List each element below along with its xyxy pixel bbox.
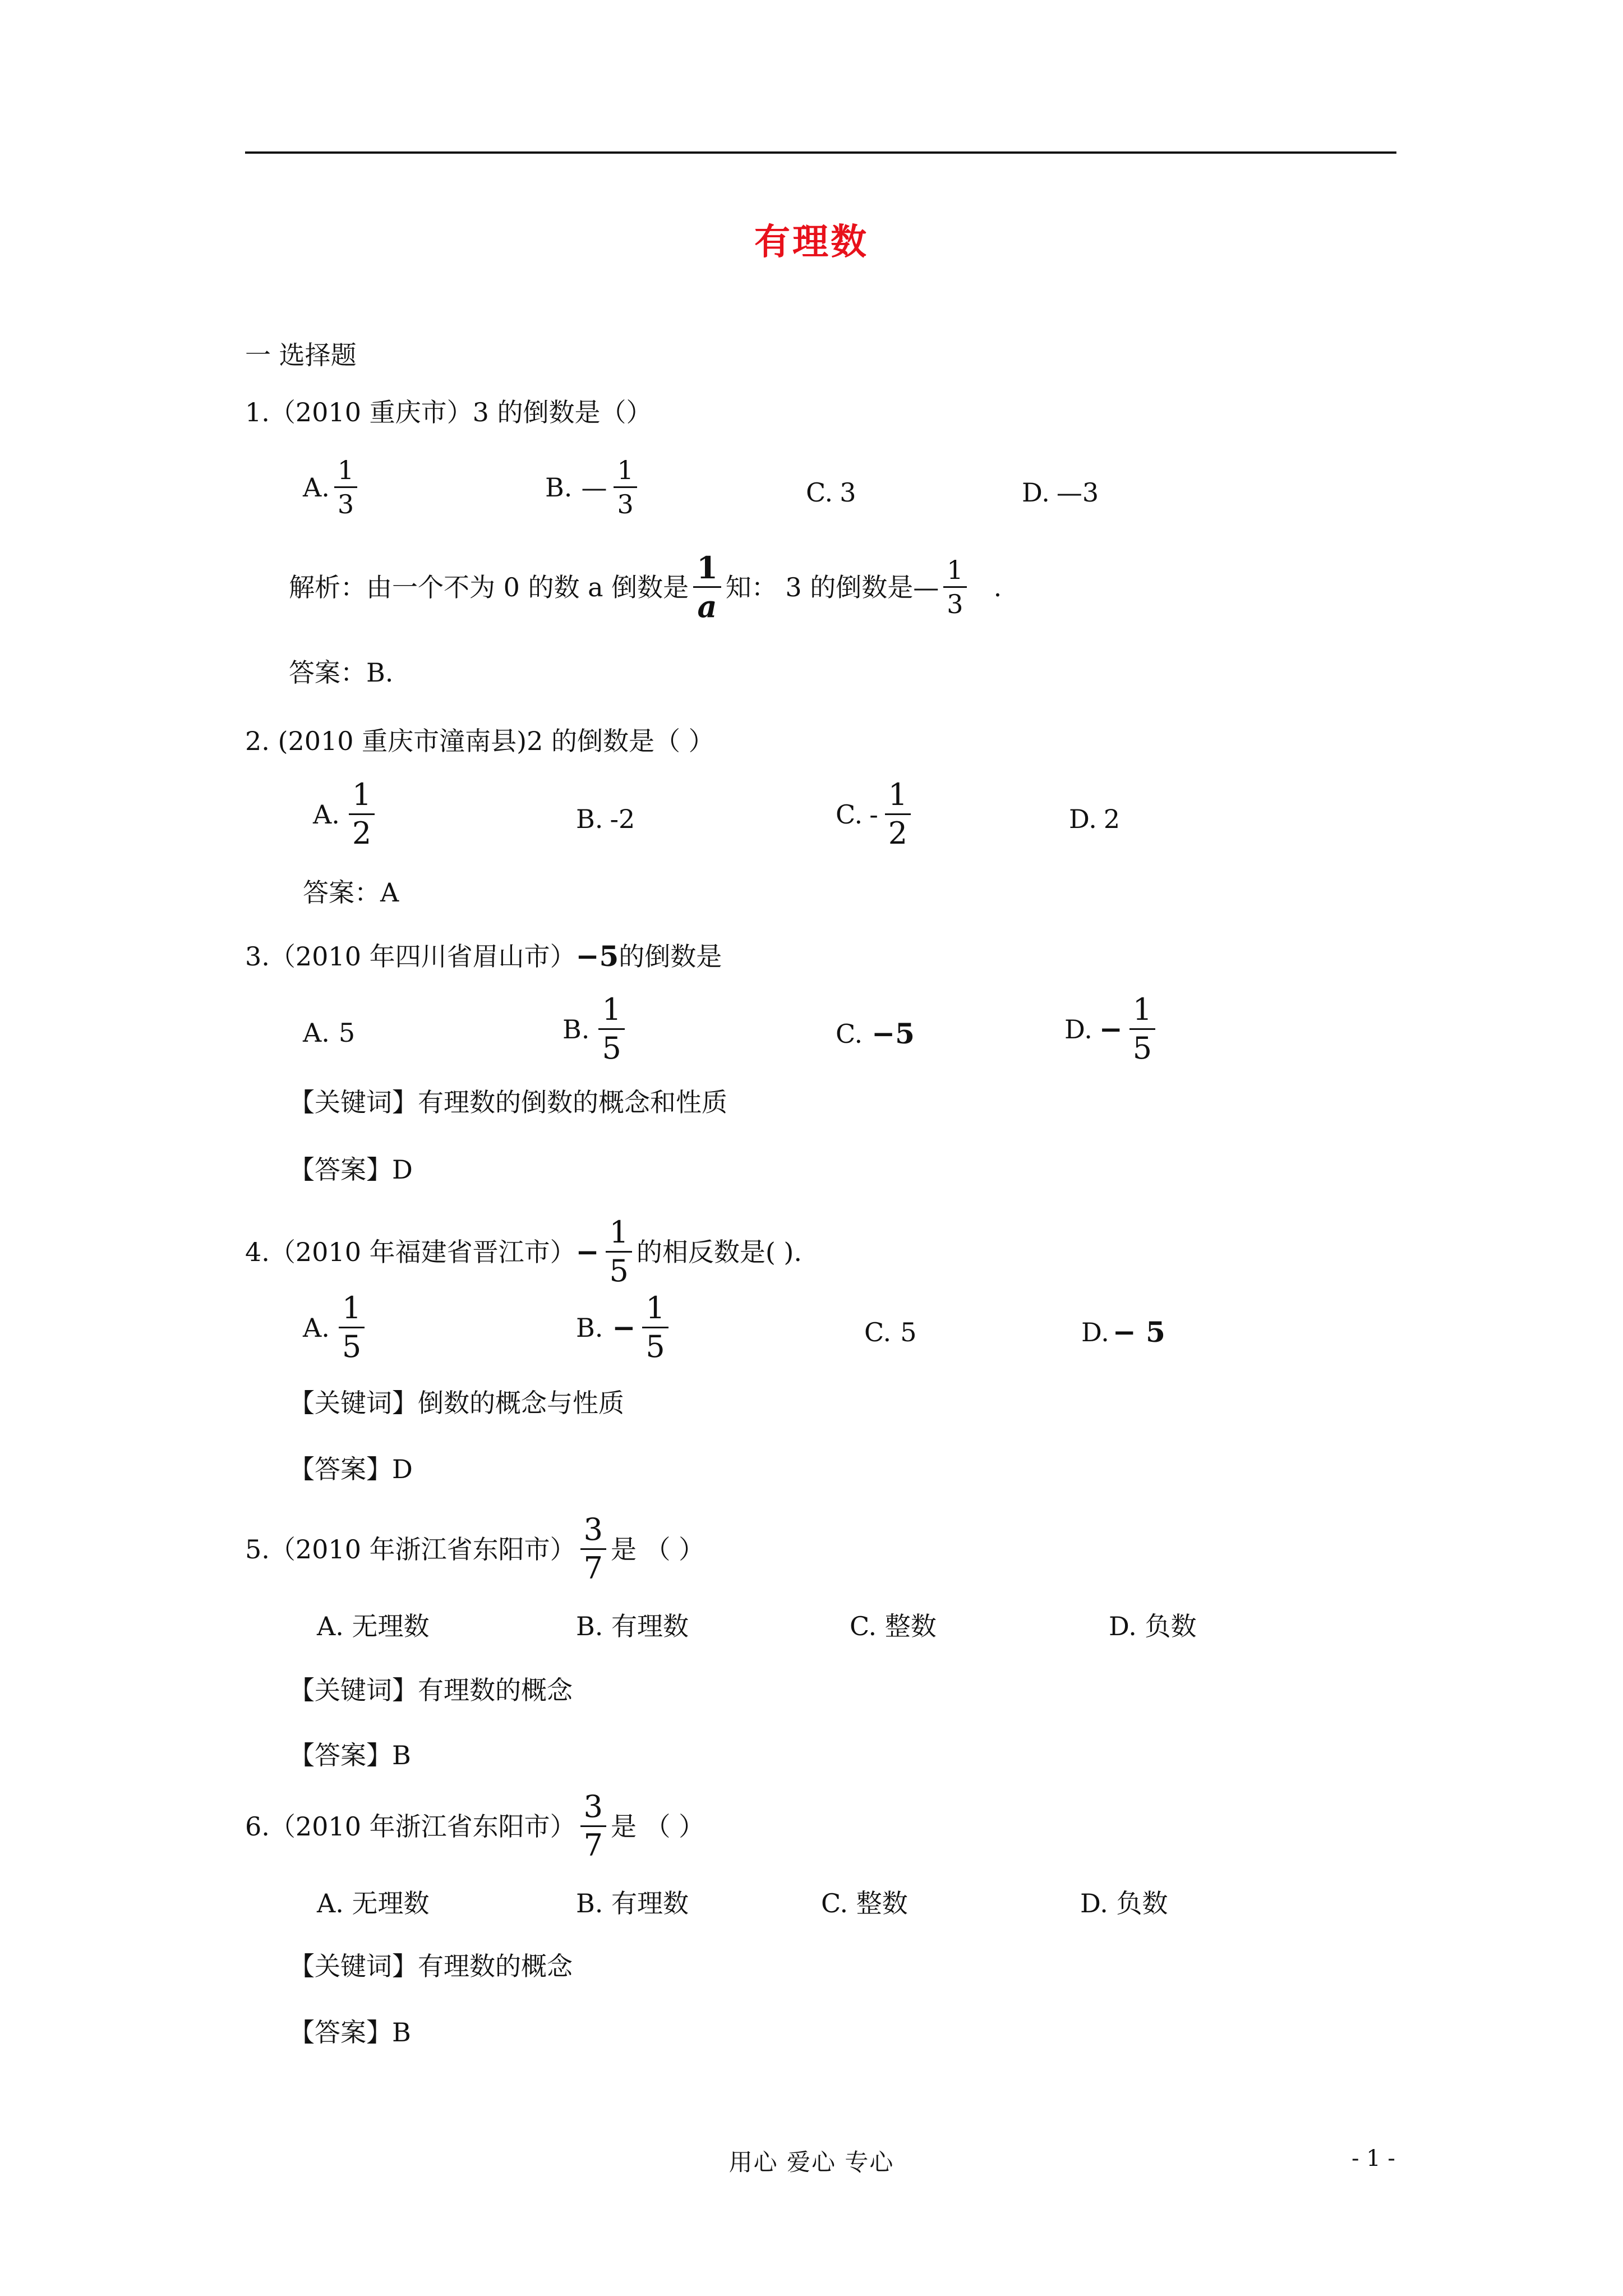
stem-text: 5.（2010 年浙江省东阳市） <box>245 1534 576 1565</box>
fraction <box>580 1512 606 1586</box>
option-label: C. <box>806 477 833 508</box>
stem-text: 4.（2010 年福建省晋江市） <box>245 1236 576 1267</box>
stem-text: 是 （ ） <box>610 1811 705 1842</box>
fraction <box>349 777 375 851</box>
question-2-option-a <box>313 777 379 851</box>
question-6-stem <box>245 1789 705 1863</box>
question-1-stem: 1.（2010 重庆市）3 的倒数是（） <box>245 397 652 427</box>
minus-sign: − <box>1099 1012 1123 1046</box>
option-value: − 5 <box>1112 1315 1165 1349</box>
numerator: 1 <box>602 992 621 1027</box>
numerator: 3 <box>583 1512 603 1547</box>
denominator: 5 <box>645 1329 665 1364</box>
denominator: a <box>697 588 717 624</box>
question-3-option-b <box>562 992 629 1066</box>
option-label: C. <box>836 1019 863 1049</box>
stem-text: 3.（2010 年四川省眉山市） <box>245 941 576 972</box>
denominator: 7 <box>583 1828 603 1863</box>
minus-sign: − <box>575 1235 600 1268</box>
section-heading: 一 选择题 <box>245 340 357 370</box>
question-4-option-d <box>1081 1315 1165 1349</box>
question-5-option-b: B. 有理数 <box>576 1611 689 1641</box>
question-3-option-c <box>836 1017 915 1050</box>
numerator: 1 <box>697 550 718 586</box>
denominator: 3 <box>337 489 354 519</box>
option-label: B. <box>562 1014 590 1045</box>
option-label: A. <box>303 1312 330 1343</box>
question-4-option-c <box>864 1319 916 1345</box>
numerator: 1 <box>617 455 634 485</box>
fraction <box>606 1214 631 1289</box>
numerator: 1 <box>645 1290 665 1326</box>
page-title: 有理数 <box>754 221 869 263</box>
option-value: 2 <box>1103 804 1121 834</box>
question-4-option-a <box>303 1290 369 1364</box>
denominator: 5 <box>342 1329 362 1364</box>
option-label: D. <box>1081 1317 1109 1347</box>
fraction <box>885 777 911 851</box>
option-label: A. <box>303 1018 330 1048</box>
question-4-answer: 【答案】D <box>289 1454 413 1484</box>
question-4-option-b <box>576 1290 673 1364</box>
analysis-text: 解析：由一个不为 0 的数 a 倒数是 <box>289 572 689 602</box>
denominator: 5 <box>602 1030 621 1066</box>
numerator: 1 <box>947 555 963 585</box>
stem-text: 是 （ ） <box>610 1534 705 1565</box>
question-5-keywords: 【关键词】有理数的概念 <box>289 1675 573 1705</box>
question-1-option-b <box>545 457 642 517</box>
question-4-stem <box>245 1214 802 1289</box>
question-1-option-c <box>806 477 856 508</box>
question-3-keywords: 【关键词】有理数的倒数的概念和性质 <box>289 1087 727 1117</box>
question-5-option-d: D. 负数 <box>1109 1611 1197 1641</box>
denominator: 3 <box>617 489 634 519</box>
question-2-answer: 答案：A <box>303 877 399 908</box>
question-3-option-a <box>303 1020 355 1046</box>
fraction <box>334 457 357 517</box>
question-5-option-a: A. 无理数 <box>317 1611 430 1641</box>
numerator: 1 <box>888 777 908 812</box>
numerator: 3 <box>583 1789 603 1824</box>
stem-value: −5 <box>575 940 619 973</box>
question-1-option-d <box>1022 477 1099 508</box>
option-value: -2 <box>610 804 635 834</box>
option-label: D. <box>1064 1014 1092 1045</box>
analysis-text: 知： 3 的倒数是— <box>725 572 939 602</box>
stem-text: 的倒数是 <box>619 941 722 972</box>
fraction <box>1129 992 1155 1066</box>
question-6-option-a: A. 无理数 <box>317 1888 430 1918</box>
option-value: 5 <box>338 1018 356 1048</box>
denominator: 2 <box>888 816 908 851</box>
analysis-text: . <box>993 572 1002 602</box>
option-label: B. <box>576 804 603 834</box>
question-2-option-d <box>1069 806 1120 832</box>
minus-sign: - <box>869 799 878 830</box>
numerator: 1 <box>352 777 372 812</box>
numerator: 1 <box>1132 992 1152 1027</box>
fraction <box>943 557 966 617</box>
fraction <box>339 1290 365 1364</box>
option-value: −5 <box>872 1017 915 1050</box>
fraction <box>642 1290 668 1364</box>
denominator: 2 <box>352 816 372 851</box>
page-number: - 1 - <box>1352 2146 1395 2171</box>
denominator: 5 <box>609 1253 629 1289</box>
question-4-keywords: 【关键词】倒数的概念与性质 <box>289 1388 624 1418</box>
question-3-option-d <box>1064 992 1160 1066</box>
fraction <box>580 1789 606 1863</box>
header-rule <box>245 151 1396 154</box>
fraction <box>598 992 624 1066</box>
option-label: C. <box>836 799 863 830</box>
option-label: B. <box>576 1312 603 1343</box>
option-label: C. <box>864 1317 892 1347</box>
question-1-answer: 答案：B. <box>289 657 394 688</box>
denominator: 5 <box>1132 1030 1152 1066</box>
question-1-analysis <box>289 550 1002 624</box>
option-label: D. <box>1022 477 1050 508</box>
option-label: A. <box>303 472 330 503</box>
option-label: A. <box>313 799 340 830</box>
question-5-answer: 【答案】B <box>289 1740 411 1770</box>
numerator: 1 <box>609 1214 629 1250</box>
question-2-option-c <box>836 777 915 851</box>
stem-text: 的相反数是( ). <box>636 1236 802 1267</box>
option-value: 5 <box>900 1317 917 1347</box>
question-2-option-b <box>576 806 635 832</box>
question-6-option-d: D. 负数 <box>1080 1888 1168 1918</box>
question-3-answer: 【答案】D <box>289 1154 413 1185</box>
denominator: 3 <box>947 589 963 619</box>
page-footer: 用心 爱心 专心 <box>728 2148 895 2176</box>
option-value: 3 <box>840 477 856 508</box>
question-3-stem <box>245 940 722 973</box>
question-6-option-c: C. 整数 <box>821 1888 908 1918</box>
question-2-stem: 2. (2010 重庆市潼南县)2 的倒数是（ ） <box>245 726 714 756</box>
fraction <box>693 550 721 624</box>
option-label: D. <box>1069 804 1097 834</box>
question-6-option-b: B. 有理数 <box>576 1888 689 1918</box>
numerator: 1 <box>342 1290 362 1326</box>
question-5-option-c: C. 整数 <box>850 1611 937 1641</box>
question-1-option-a <box>303 457 362 517</box>
option-value: —3 <box>1056 477 1099 508</box>
question-5-stem <box>245 1512 705 1586</box>
option-label: B. <box>545 472 573 503</box>
question-6-answer: 【答案】B <box>289 2017 411 2047</box>
denominator: 7 <box>583 1550 603 1586</box>
minus-sign: − <box>612 1310 636 1344</box>
stem-text: 6.（2010 年浙江省东阳市） <box>245 1811 576 1842</box>
minus-sign: — <box>581 472 607 503</box>
fraction <box>614 457 637 517</box>
numerator: 1 <box>337 455 354 485</box>
question-6-keywords: 【关键词】有理数的概念 <box>289 1951 573 1981</box>
